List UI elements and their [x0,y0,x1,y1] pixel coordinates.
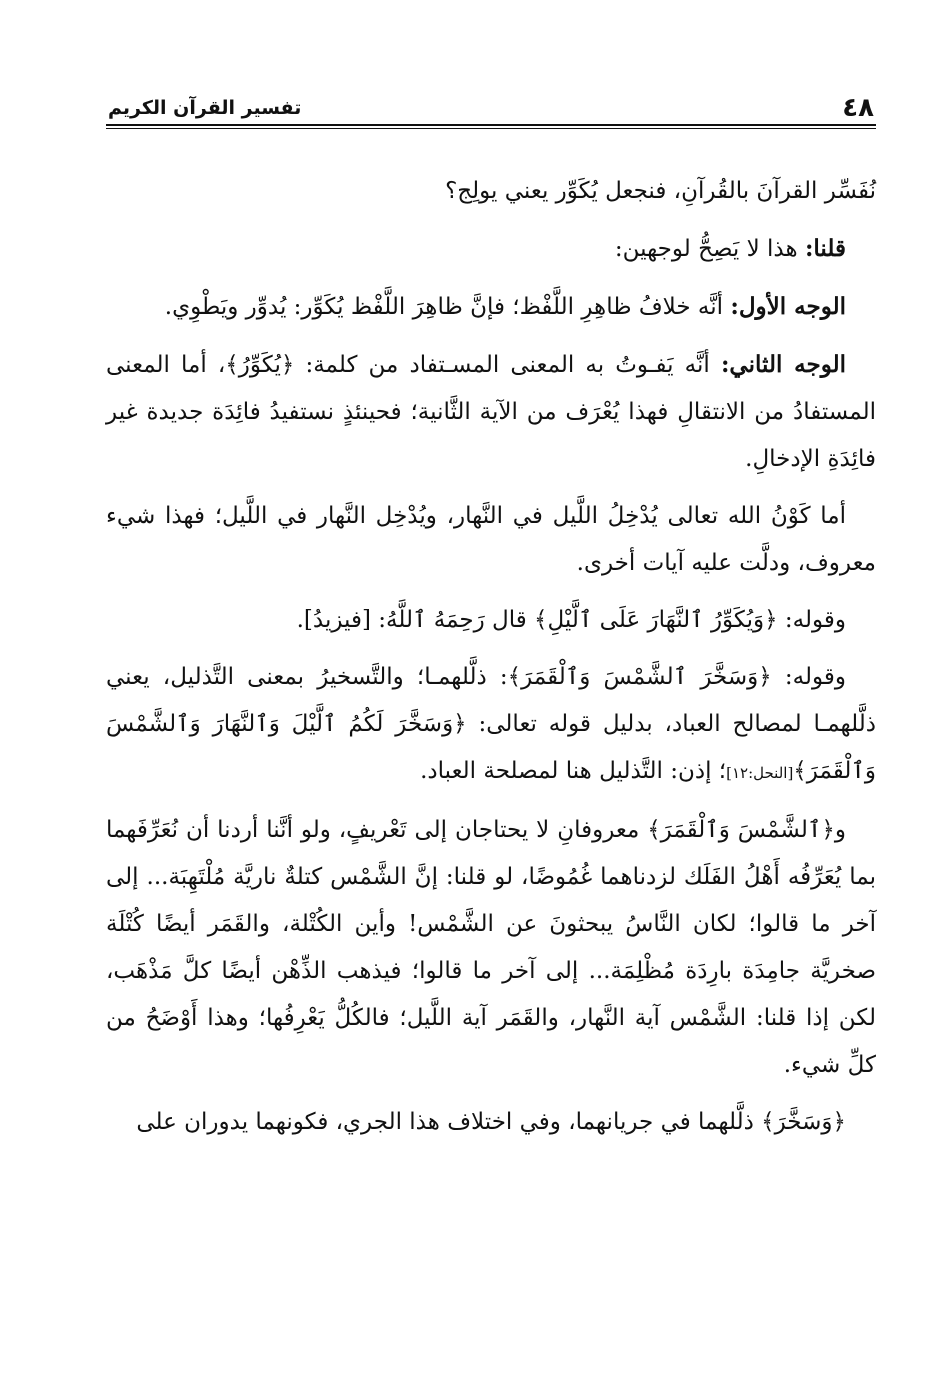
paragraph-text: وقوله: ﴿وَسَخَّرَ ٱلشَّمْسَ وَٱلْقَمَرَ﴾: ذلَّلهمـا؛ والتَّسخيرُ بمعنى التَّذليل، يعني ذلَّلهمـا لمصالح العباد، بدليل قوله تعالى: ﴿وَسَخَّرَ لَكُمُ ٱلَّيْلَ وَٱلنَّهَارَ وَٱلشَّمْسَ وَٱلْقَمَرَ﴾ [106,664,876,784]
paragraph-label: الوجه الثاني: [720,351,846,378]
page-header [108,92,874,128]
header-rule-thin [106,128,876,129]
paragraph-1 [106,168,876,215]
page-body [106,168,876,1156]
paragraph-6 [106,597,876,644]
paragraph-4 [106,341,876,483]
paragraph-text: هذا لا يَصِحُّ لوجهين: [614,236,805,262]
paragraph-7 [106,654,876,797]
paragraph-text: ﴿وَسَخَّرَ﴾ ذلَّلهما في جريانهما، وفي اختلاف هذا الجري، فكونهما يدوران على [136,1109,846,1135]
paragraph-label: الوجه الأول: [730,293,846,320]
paragraph-tail: ؛ إذن: التَّذليل هنا لمصلحة العباد. [420,758,727,784]
paragraph-text: نُفَسِّر القرآنَ بالقُرآنِ، فنجعل يُكَوِّر يعني يولِج؟ [445,178,876,204]
paragraph-2 [106,225,876,273]
paragraph-text: أنَّه خلافُ ظاهِرِ اللَّفْظ؛ فإنَّ ظاهِرَ اللَّفْظ يُكَوِّر: يُدوِّر ويَطْوِي. [164,294,731,320]
surah-reference: [النحل:١٢] [726,764,794,782]
paragraph-text: و﴿ٱلشَّمْسَ وَٱلْقَمَرَ﴾ معروفانِ لا يحتاجان إلى تَعْريفٍ، ولو أنَّنا أردنا أن نُعَرِّفَهما بما يُعَرِّفُه أَهْلُ الفَلَك لزدناهما غُمُوضًا، لو قلنا: إنَّ الشَّمْس كتلةٌ ناريَّة مُلْتَهِبَة... إلى آخر ما قالوا؛ لكان النَّاسُ يبحثونَ عن الشَّمْس! وأين الكُتْلة، والقَمَر أيضًا كُتْلَة صخريَّة جامِدَة بارِدَة مُظْلِمَة... إلى آخر ما قالوا؛ فيذهب الذِّهْن أيضًا كلَّ مَذْهَب، لكن إذا قلنا: الشَّمْس آية النَّهار، والقَمَر آية اللَّيل؛ فالكُلُّ يَعْرِفُها؛ وهذا أَوْضَحُ من كلِّ شيء. [106,817,876,1078]
paragraph-text: أما كَوْنُ الله تعالى يُدْخِلُ اللَّيل في النَّهار، ويُدْخِل النَّهار في اللَّيل؛ فهذا شيء معروف، ودلَّت عليه آيات أخرى. [106,503,876,576]
running-title: تفسير القرآن الكريم [108,97,302,119]
paragraph-8 [106,807,876,1089]
paragraph-9 [106,1099,876,1146]
paragraph-label: قلنا: [804,235,846,262]
paragraph-3 [106,283,876,331]
header-rule [106,124,876,126]
page-number: ٤٨ [842,93,874,123]
paragraph-5 [106,493,876,587]
paragraph-text: أنَّه يَفـوتُ به المعنى المسـتفاد من كلمة: ﴿يُكَوِّرُ﴾، أما المعنى المستفادُ من الانتقالِ فهذا يُعْرَف من الآية الثَّانية؛ فحينئذٍ نستفيدُ فائِدَة جديدة غير فائِدَةِ الإدخالِ. [106,352,876,472]
paragraph-text: وقوله: ﴿وَيُكَوِّرُ ٱلنَّهَارَ عَلَى ٱلَّيْلِ﴾ قال رَحِمَهُ ٱللَّهُ: [فيزيدُ]. [296,607,846,633]
